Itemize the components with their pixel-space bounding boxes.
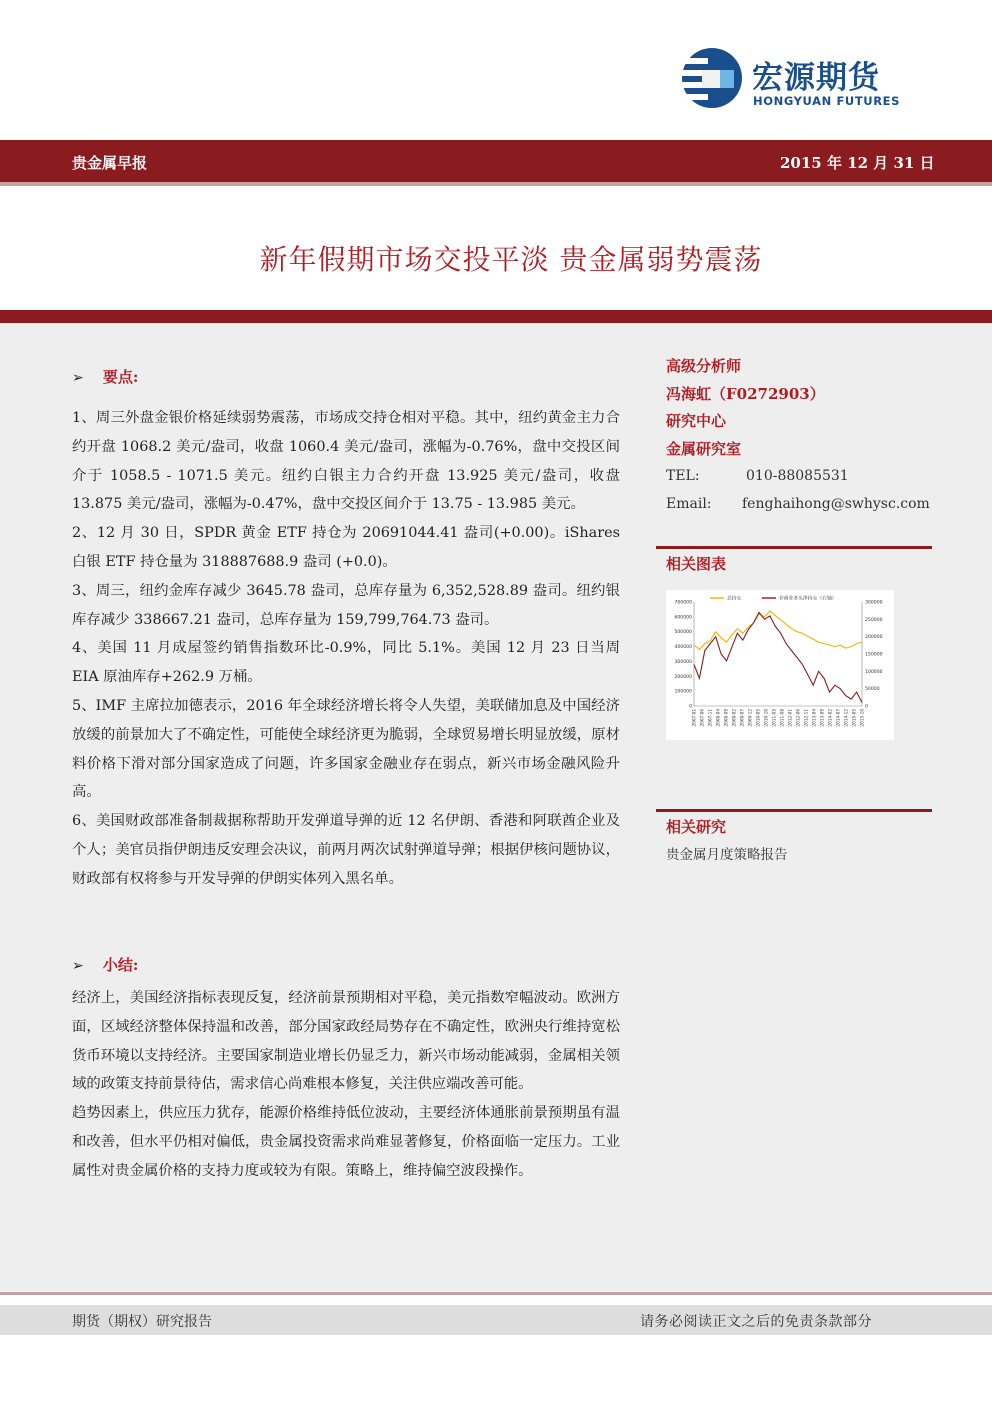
y-tick-label-right: 100000 [865,669,883,675]
key-point-paragraph: 3、周三，纽约金库存减少 3645.78 盎司，总库存量为 6,352,528.89 盎司。纽约银库存减少 338667.21 盎司，总库存量为 159,799,764.73 盎司。 [72,582,620,628]
key-point-paragraph: 1、周三外盘金银价格延续弱势震荡，市场成交持仓相对平稳。其中，纽约黄金主力合约开盘 1068.2 美元/盎司，收盘 1060.4 美元/盎司，涨幅为-0.76%，盘中交投区间介于 1058.5 - 1071.5 美元。纽约白银主力合约开盘 13.925 美元/盎司，收盘 13.875 美元/盎司，涨幅为-0.47%，盘中交投区间介于 13.75 - 13.985 美元。 [72,410,620,513]
y-tick-label-left: 600000 [674,615,692,621]
x-tick-label: 2014-02 [827,709,833,727]
email-link[interactable]: fenghaihong@swhysc.com [742,495,930,512]
x-tick-label: 2014-12 [843,709,849,727]
email-label: Email: [666,495,712,512]
y-tick-label-left: 200000 [674,674,692,680]
legend-label: 非商业多头净持仓（右轴） [779,596,837,602]
chart-legend [710,595,837,602]
y-tick-label-right: 50000 [865,687,880,693]
summary-body [72,984,620,1186]
logo-mark-icon [680,48,742,108]
chart-series [694,611,862,703]
x-tick-label: 2014-07 [835,709,841,727]
key-points-body [72,404,620,894]
arrow-bullet-icon: ➢ [72,958,84,974]
team: 金属研究室 [666,439,742,458]
y-tick-label-left: 100000 [674,689,692,695]
y-tick-label-right: 200000 [865,635,883,641]
related-section-label: 相关研究 [666,818,727,836]
chart-section-header [656,546,932,574]
report-date: 2015 年 12 月 31 日 [780,154,935,172]
logo-name: 宏源期货 [752,60,880,96]
key-points-label: 要点: [102,368,139,386]
related-report-link[interactable]: 贵金属月度策略报告 [666,847,788,863]
analyst-info [666,353,930,518]
email-row [666,491,930,519]
x-tick-label: 2009-02 [731,709,737,727]
footer-divider [0,1292,992,1295]
y-tick-label-left: 300000 [674,659,692,665]
y-tick-label-right: 250000 [865,617,883,623]
y-tick-label-right: 150000 [865,652,883,658]
y-tick-label-left: 0 [689,704,692,710]
x-tick-label: 2012-11 [803,709,809,727]
page-title: 新年假期市场交投平淡 贵金属弱势震荡 [259,243,763,276]
key-point-paragraph: 6、美国财政部准备制裁据称帮助开发弹道导弹的近 12 名伊朗、香港和阿联酋企业及个人；美官员指伊朗违反安理会决议，前两月两次试射弹道导弹；根据伊核问题协议，财政部有权将参与开发导弹的伊朗实体列入黑名单。 [72,813,620,887]
logo-english-name: HONGYUAN FUTURES [753,94,901,108]
key-points-heading [72,366,138,387]
x-tick-label: 2007-11 [707,709,713,727]
arrow-bullet-icon: ➢ [72,370,84,386]
positions-chart [666,590,894,740]
summary-paragraph: 趋势因素上，供应压力犹存，能源价格维持低位波动，主要经济体通胀前景预期虽有温和改善，但水平仍相对偏低，贵金属投资需求尚难显著修复，价格面临一定压力。工业属性对贵金属价格的支持力度或较为有限。策略上，维持偏空波段操作。 [72,1105,620,1179]
x-tick-label: 2010-10 [763,709,769,727]
x-tick-label: 2012-06 [795,709,801,727]
report-type: 贵金属早报 [72,154,148,172]
x-tick-label: 2009-07 [739,709,745,727]
x-tick-label: 2010-05 [755,709,761,727]
x-tick-label: 2015-05 [851,709,857,727]
summary-heading [72,954,138,975]
x-tick-label: 2015-10 [859,709,865,727]
y-tick-label-right: 300000 [865,600,883,606]
x-tick-label: 2011-08 [779,709,785,727]
key-point-paragraph: 2、12 月 30 日，SPDR 黄金 ETF 持仓为 20691044.41 盎司(+0.00)。iShares 白银 ETF 持仓量为 318887688.9 盎司 (+0.0)。 [72,525,620,570]
x-tick-label: 2012-01 [787,709,793,727]
series-line [694,612,862,702]
x-tick-label: 2013-04 [811,709,817,727]
x-tick-label: 2007-06 [699,709,705,727]
tel-label: TEL: [666,468,700,484]
summary-label: 小结: [102,956,139,974]
analyst-name: 冯海虹（F0272903） [666,384,825,403]
analyst-title: 高级分析师 [666,357,742,375]
y-tick-label-left: 400000 [674,645,692,651]
related-section-header [656,809,932,837]
summary-paragraph: 经济上，美国经济指标表现反复，经济前景预期相对平稳，美元指数窄幅波动。欧洲方面，区域经济整体保持温和改善，部分国家政经局势存在不确定性，欧洲央行维持宽松货币环境以支持经济。主要国家制造业增长仍显乏力，新兴市场动能减弱，金属相关领域的政策支持前景待估，需求信心尚难根本修复，关注供应端改善可能。 [72,990,620,1093]
key-point-paragraph: 5、IMF 主席拉加德表示，2016 年全球经济增长将令人失望，美联储加息及中国经济放缓的前景加大了不确定性，可能使全球经济更为脆弱，全球贸易增长明显放缓，原材料价格下滑对部分国家造成了问题，许多国家金融业存在弱点，新兴市场金融风险升高。 [72,697,620,801]
tel-row [666,463,849,491]
x-tick-label: 2008-09 [723,709,729,727]
y-tick-label-right: 0 [865,704,868,710]
key-point-paragraph: 4、美国 11 月成屋签约销售指数环比-0.9%，同比 5.1%。美国 12 月 23 日当周 EIA 原油库存+262.9 万桶。 [72,640,620,686]
legend-label: 总持仓 [727,596,742,602]
footer-report-label: 期货（期权）研究报告 [72,1314,212,1330]
x-tick-label: 2007-01 [691,709,697,727]
title-divider [0,310,992,323]
x-tick-label: 2011-03 [771,709,777,727]
x-tick-label: 2013-09 [819,709,825,727]
x-tick-label: 2009-12 [747,709,753,727]
footer-disclaimer: 请务必阅读正文之后的免责条款部分 [640,1314,872,1330]
y-tick-label-left: 500000 [674,630,692,636]
chart-section-label: 相关图表 [666,555,727,573]
y-tick-label-left: 700000 [674,600,692,606]
department: 研究中心 [666,412,727,430]
tel-value: 010-88085531 [746,468,849,484]
x-tick-label: 2008-04 [715,709,721,727]
